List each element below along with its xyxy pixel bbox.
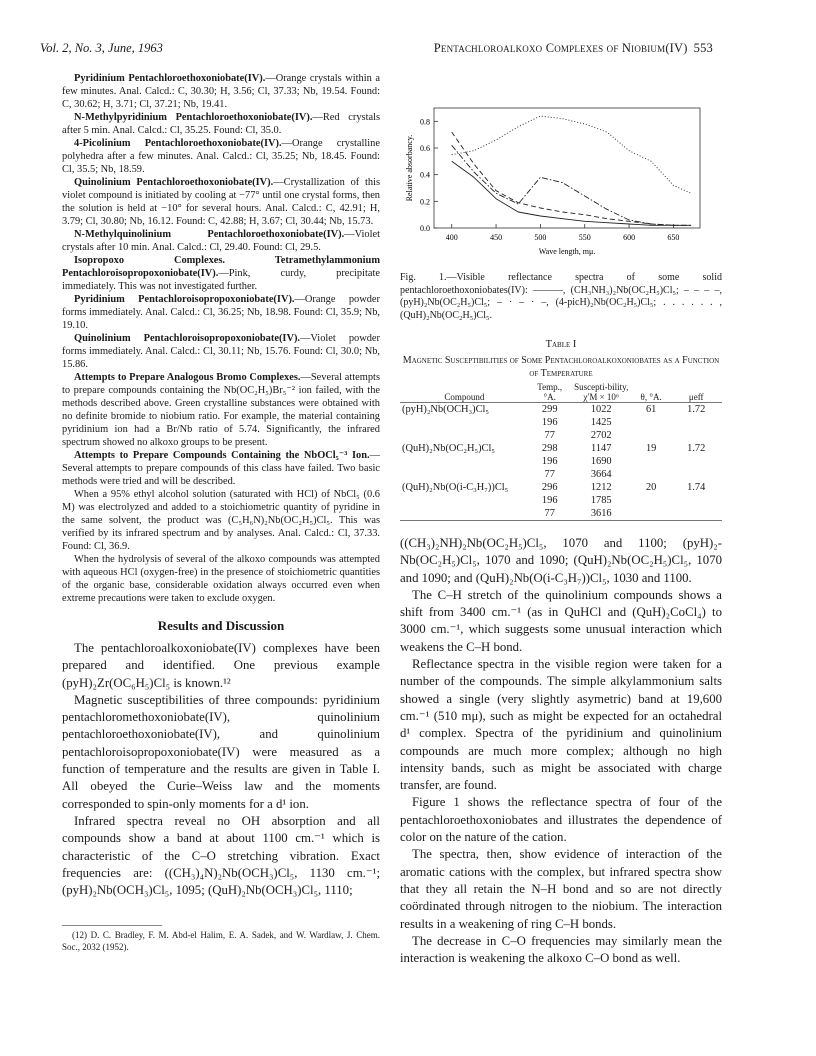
section-heading: Results and Discussion [157, 618, 285, 633]
series-line-dashed [452, 132, 691, 225]
table-row [400, 468, 722, 481]
table-cell: (QuH)₂Nb(OC₂H₅)Cl₅ [402, 443, 495, 454]
col-header: Temp., °A. [529, 382, 571, 403]
running-header-title [434, 41, 713, 56]
table-cell [400, 429, 529, 442]
table-cell: 1212 [590, 482, 612, 493]
series-line-dotted [452, 116, 691, 193]
table-row [400, 442, 722, 455]
table-cell: 3664 [590, 469, 612, 480]
footnote-rule [62, 925, 162, 926]
right-column [400, 72, 722, 967]
body-paragraph: The decrease in C–O frequencies may similarly mean the interaction is weakening the alkoxo C–O bond as well. [400, 933, 722, 966]
x-tick-label: 400 [445, 233, 458, 242]
body-paragraph: The pentachloroalkoxoniobate(IV) complexes have been prepared and identified. One previous example (pyH)₂Zr(OC₆H₅)Cl₅ is known.¹² [62, 641, 380, 690]
table-cell: (pyH)₂Nb(OCH₃)Cl₅ [402, 404, 490, 415]
table-cell: 1.72 [687, 404, 706, 415]
table-cell: 19 [645, 443, 657, 454]
y-axis-label: Relative absorbancy. [405, 134, 414, 202]
body-paragraph: The spectra, then, show evidence of interaction of the aromatic cations with the complex, but infrared spectra show that they all retain the N–H bond and so are not directly coördinated through nitrogen to the niobium. The interaction results in a weakening of ring C–H bonds. [400, 847, 722, 931]
col-header: μeff [670, 382, 722, 403]
table-cell: 196 [541, 495, 558, 506]
running-header-volume: Vol. 2, No. 3, June, 1963 [40, 41, 163, 55]
table-cell: (QuH)₂Nb(O(i-C₃H₇))Cl₅ [402, 482, 509, 493]
table-row [400, 494, 722, 507]
table-cell [400, 507, 529, 521]
y-tick-label: 0.4 [420, 170, 430, 180]
table-cell: 1785 [590, 495, 612, 506]
running-title: Pentachloroalkoxo Complexes of Niobium(IV) [433, 41, 688, 55]
x-tick-label: 500 [534, 233, 547, 242]
table-cell [400, 468, 529, 481]
series-line-solid [452, 161, 691, 225]
body-paragraph: Reflectance spectra in the visible region were taken for a number of the compounds. The simple alkylammonium salts showed a single (very slightly asymetric) band at 19,600 cm.⁻¹ (510 mμ), such as might be expected for an octahedral d¹ complex. Spectra of the pyridinium and quinolinium compounds are much more complex; although no high intensity bands, such as might be associated with charge transfer, are found. [400, 657, 722, 793]
y-tick-label: 0.6 [420, 144, 430, 153]
table-row [400, 416, 722, 429]
table-cell [400, 494, 529, 507]
footnote-area [62, 925, 380, 953]
footnote: (12) D. C. Bradley, F. M. Abd-el Halim, E. A. Sadek, and W. Wardlaw, J. Chem. Soc., 2032 (1952). [62, 930, 380, 952]
body-paragraph: Infrared spectra reveal no OH absorption and all compounds show a band at about 1100 cm.⁻¹ which is characteristic of the C–O stretching vibration. Exact frequencies are: ((CH₃)₄N)₂Nb(OCH₃)Cl₅, 1130 cm.⁻¹; (pyH)₂Nb(OCH₃)Cl₅, 1095; (QuH)₂Nb(OCH₃)Cl₅, 1110; [62, 813, 380, 898]
experimental-paragraphs [62, 72, 380, 605]
table-row [400, 455, 722, 468]
table-subtitle: Magnetic Susceptibilities of Some Pentachloroalkoxoniobates as a Function of Temperature [402, 355, 720, 379]
table-cell [632, 494, 671, 507]
x-tick-label: 450 [490, 233, 503, 242]
table-cell: 1.72 [687, 443, 706, 454]
plot-frame [434, 108, 700, 228]
table-cell: 298 [541, 443, 558, 454]
exp-paragraph: Attempts to Prepare Compounds Containing the NbOCl₅⁻³ Ion.—Several attempts to prepare compounds of this class have failed. Two basic methods were tried and will be described. [62, 450, 380, 487]
body-paragraph: Figure 1 shows the reflectance spectra of four of the pentachloroethoxoniobates and illustrates the dependence of color on the nature of the cation. [400, 795, 722, 845]
table-row [400, 481, 722, 494]
body-paragraph: ((CH₃)₂NH)₂Nb(OC₂H₅)Cl₅, 1070 and 1100; (pyH)₂-Nb(OC₂H₅)Cl₅, 1070 and 1090; (QuH)₂Nb(OC₂H₅)Cl₅, 1070 and 1090; and (QuH)₂Nb(O(i-C₃H₇))Cl₅, 1030 and 1100. [400, 536, 722, 585]
table-cell: 1425 [590, 417, 612, 428]
y-tick-label: 0.8 [420, 117, 430, 127]
table-cell: 196 [541, 456, 558, 467]
table-cell: 77 [529, 507, 571, 521]
table-cell [400, 416, 529, 429]
table-cell: 296 [541, 482, 558, 493]
x-tick-label: 650 [667, 233, 680, 242]
table-cell: 61 [645, 404, 657, 415]
table-cell [670, 468, 722, 481]
exp-paragraph: N-Methylpyridinium Pentachloroethoxoniobate(IV).—Red crystals after 5 min. Anal. Calcd.: Cl, 35.25. Found: Cl, 35.0. [62, 112, 380, 136]
right-body [400, 535, 722, 967]
exp-paragraph: N-Methylquinolinium Pentachloroethoxoniobate(IV).—Violet crystals after 10 min. Anal. Calcd.: Cl, 29.40. Found: Cl, 29.5. [62, 229, 380, 253]
left-column [62, 72, 380, 953]
table-row [400, 507, 722, 521]
page-number: 553 [693, 41, 713, 55]
exp-paragraph: Pyridinium Pentachloroisopropoxoniobate(IV).—Orange powder forms immediately. Anal. Calcd.: Cl, 36.25; Nb, 18.98. Found: Cl, 35.9; Nb, 19.10. [62, 294, 380, 331]
table-row [400, 403, 722, 417]
table-header-row [400, 382, 722, 403]
exp-paragraph: Attempts to Prepare Analogous Bromo Complexes.—Several attempts to prepare compounds containing the Nb(OC₂H₅)Br₅⁻² ion failed, with the methods described above. Green crystalline substances were obtained with no definite bromide to niobium ratio. For example, the material containing pyridinium ion had a Br/Nb ratio of 5.74. Significantly, the infrared spectrum showed no alkoxo groups to be present. [62, 372, 380, 448]
table-cell [632, 455, 671, 468]
table-cell: 196 [541, 417, 558, 428]
discussion-paragraphs [62, 640, 380, 899]
figure-1 [400, 94, 722, 262]
body-paragraph: The C–H stretch of the quinolinium compounds shows a shift from 3400 cm.⁻¹ (as in QuHCl and (QuH)₂CoCl₄) to 3000 cm.⁻¹, which suggests some unusual interaction which weakens the C–H bond. [400, 587, 722, 654]
table-cell [632, 468, 671, 481]
col-header: Suscepti-bility, χ′M × 10⁶ [571, 382, 632, 403]
table-cell [400, 455, 529, 468]
exp-paragraph: Quinolinium Pentachloroisopropoxoniobate(IV).—Violet powder forms immediately. Anal. Calcd.: Cl, 30.11; Nb, 15.76. Found: Cl, 30.0; Nb, 15.86. [62, 333, 381, 370]
table-cell: 1147 [591, 443, 612, 454]
susceptibility-table [400, 382, 722, 521]
table-cell: 1.74 [687, 482, 706, 493]
figure-caption: Fig. 1.—Visible reflectance spectra of some solid pentachloroethoxoniobates(IV): ———, (CH₃NH₃)₂Nb(OC₂H₅)Cl₅; – – – –, (pyH)₂Nb(OC₂H₅)Cl₅; – · – · –, (4-picH)₂Nb(OC₂H₅)Cl₅; . . . . . . , (QuH)₂Nb(OC₂H₅)Cl₅. [400, 272, 722, 321]
table-cell: 20 [645, 482, 657, 493]
body-paragraph: Magnetic susceptibilities of three compounds: pyridinium pentachloromethoxoniobate(IV), quinolinium pentachloroethoxoniobate(IV), and quinolinium pentachloroisopropoxoniobate(IV) were measured as a function of temperature and the results are given in Table I. All obeyed the Curie–Weiss law and the moments corresponded to spin-only moments for a d¹ ion. [62, 692, 380, 811]
table-cell [670, 455, 722, 468]
exp-paragraph: When a 95% ethyl alcohol solution (saturated with HCl) of NbCl₅ (0.6 M) was electrolyzed and added to a stoichiometric quantity of pyridine in the same solvent, the product was (C₅H₆N)₂Nb(OC₂H₅)Cl₅. This was verified by its infrared spectrum and by analyses. Anal. Calcd.: Cl, 37.33. Found: Cl, 36.9. [62, 489, 380, 552]
table-cell: 77 [544, 469, 555, 480]
table-cell: 77 [544, 430, 555, 441]
table-cell: 2702 [590, 430, 612, 441]
x-tick-label: 550 [578, 233, 591, 242]
table-cell [670, 507, 722, 521]
table-cell: 1022 [590, 404, 612, 415]
table-cell [632, 416, 671, 429]
table-cell: 299 [541, 404, 558, 415]
table-cell [670, 494, 722, 507]
table-cell [632, 429, 671, 442]
exp-paragraph: When the hydrolysis of several of the alkoxo compounds was attempted with aqueous HCl (oxygen-free) in the presence of stoichiometric quantities of the organic base, considerable oxidation always occurred even when extreme precautions were taken to exclude oxygen. [62, 554, 380, 604]
table-cell [632, 507, 671, 521]
table-cell: 3616 [571, 507, 632, 521]
table-title: Table I [545, 339, 577, 350]
table-cell: 1690 [590, 456, 612, 467]
x-axis-label: Wave length, mμ. [538, 247, 596, 256]
table-row [400, 429, 722, 442]
y-tick-label: 0.0 [420, 224, 430, 233]
y-tick-label: 0.2 [420, 197, 430, 207]
reflectance-chart [400, 94, 722, 262]
table-cell [670, 429, 722, 442]
exp-paragraph: Pyridinium Pentachloroethoxoniobate(IV).—Orange crystals within a few minutes. Anal. Calcd.: C, 30.30; H, 3.56; Cl, 37.33; Nb, 19.54. Found: C, 30.62; H, 3.71; Cl, 37.21; Nb, 19.41. [62, 73, 380, 110]
exp-paragraph: Quinolinium Pentachloroethoxoniobate(IV).—Crystallization of this violet compound is initiated by cooling at −77° until one crystal forms, then the solution is held at −10° for several hours. Anal. Calcd.: C, 42.91; H, 3.79; Cl, 30.80; Nb, 16.12. Found: C, 42.88; H, 3.67; Cl, 30.44; Nb, 15.73. [62, 177, 380, 227]
col-header: Compound [400, 382, 529, 403]
col-header: θ, °A. [632, 382, 671, 403]
x-tick-label: 600 [623, 233, 636, 242]
exp-paragraph: 4-Picolinium Pentachloroethoxoniobate(IV).—Orange crystalline polyhedra after a few minutes. Anal. Calcd.: Cl, 35.25; Nb, 18.45. Found: Cl, 35.5; Nb, 18.59. [62, 138, 380, 175]
table-cell [670, 416, 722, 429]
exp-paragraph: Isopropoxo Complexes. Tetramethylammonium Pentachloroisopropoxoniobate(IV).—Pink, curdy, precipitate immediately. This was not investigated further. [62, 255, 380, 292]
